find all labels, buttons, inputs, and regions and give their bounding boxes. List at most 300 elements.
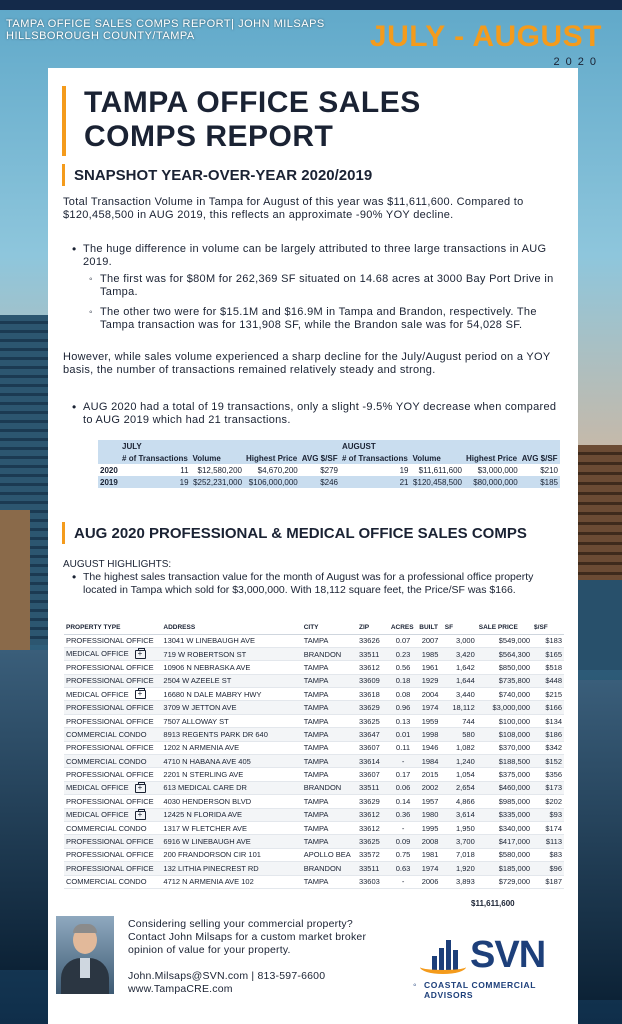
cell-text: 3,614 — [456, 810, 475, 820]
footer — [48, 908, 578, 1024]
cell-city — [302, 768, 357, 781]
cell-built — [417, 835, 443, 848]
cell-address — [161, 848, 301, 861]
cell: 19 — [120, 476, 191, 488]
cell-text: 12425 N FLORIDA AVE — [163, 810, 243, 820]
cell-sale-price — [477, 795, 532, 808]
table-row — [64, 674, 564, 687]
cell-city — [302, 808, 357, 821]
cell-text: 33511 — [358, 649, 380, 659]
highlights-label: AUGUST HIGHLIGHTS: — [63, 559, 172, 570]
cell-text: $186 — [545, 729, 562, 739]
cell-text: $985,000 — [498, 796, 531, 806]
cell-price-psf — [532, 728, 564, 741]
broker-photo — [56, 916, 114, 994]
cell-text: 33612 — [358, 810, 380, 820]
cell-text: TAMPA — [303, 877, 329, 887]
cell-text: 1317 W FLETCHER AVE — [163, 823, 248, 833]
cell-zip — [357, 808, 389, 821]
cell: $185 — [520, 476, 560, 488]
cell-city — [302, 821, 357, 834]
cell-text: 0.06 — [395, 783, 411, 793]
cell-text: MEDICAL OFFICE — [66, 810, 129, 820]
cell-text: 2201 N STERLING AVE — [163, 770, 244, 780]
cell-sf — [443, 728, 477, 741]
cell-text: PROFESSIONAL OFFICE — [66, 770, 154, 780]
cell-price-psf — [532, 848, 564, 861]
cell: $252,231,000 — [191, 476, 244, 488]
cell-sf — [443, 647, 477, 660]
table-row — [64, 688, 564, 701]
report-card — [48, 68, 578, 908]
cell-zip — [357, 835, 389, 848]
cell-city — [302, 835, 357, 848]
page-title — [84, 86, 421, 154]
cell-text: 0.01 — [395, 729, 411, 739]
cell-text: 33609 — [358, 676, 380, 686]
cell: 11 — [120, 464, 191, 476]
cell-text: 0.96 — [395, 703, 411, 713]
cell-built — [417, 755, 443, 768]
col-transactions: # of Transactions — [340, 452, 411, 464]
cell-text: COMMERCIAL CONDO — [66, 823, 147, 833]
cell-text: 1929 — [421, 676, 439, 686]
cell-sale-price — [477, 647, 532, 660]
cta-line-2: Contact John Milsaps for a custom market broker — [128, 931, 367, 943]
cell-text: PROFESSIONAL OFFICE — [66, 703, 154, 713]
cell-text: $152 — [545, 756, 562, 766]
cta-line-3: opinion of value for your property. — [128, 944, 291, 956]
row-year: 2020 — [98, 464, 120, 476]
cell-property-type — [64, 848, 161, 861]
cell-sf — [443, 714, 477, 727]
cell-text: 0.07 — [395, 636, 411, 646]
cell-acres — [389, 862, 417, 875]
cell-address — [161, 768, 301, 781]
cell-address — [161, 821, 301, 834]
cell-text: TAMPA — [303, 796, 329, 806]
cell-text: PROFESSIONAL OFFICE — [66, 716, 154, 726]
cell: $4,670,200 — [244, 464, 300, 476]
cell-price-psf — [532, 821, 564, 834]
cell-zip — [357, 634, 389, 647]
sales-comps-table — [64, 621, 564, 889]
cell-built — [417, 781, 443, 794]
yoy-comparison-table — [98, 440, 560, 488]
cell-text: $460,000 — [498, 783, 531, 793]
cell-property-type — [64, 647, 161, 660]
snapshot-intro: Total Transaction Volume in Tampa for August of this year was $11,611,600. Compared to $120,458,500 in AUG 2019, this reflects an approximate -90% YOY decline. — [63, 196, 524, 221]
cell-property-type — [64, 835, 161, 848]
cell-zip — [357, 875, 389, 888]
col-avg-psf: AVG $/SF — [520, 452, 560, 464]
cell-text: TAMPA — [303, 823, 329, 833]
snapshot-accent-bar — [62, 164, 65, 186]
cell-price-psf — [532, 647, 564, 660]
cell-property-type — [64, 661, 161, 674]
cell-text: 1985 — [421, 649, 439, 659]
cell-text: TAMPA — [303, 756, 329, 766]
cell-text: 33618 — [358, 689, 380, 699]
cell-city — [302, 781, 357, 794]
cell-sf — [443, 701, 477, 714]
cell-text: TAMPA — [303, 662, 329, 672]
table-row — [64, 661, 564, 674]
cell-text: 0.13 — [395, 716, 411, 726]
cell-sale-price — [477, 781, 532, 794]
cell-text: 33511 — [358, 863, 380, 873]
comps-heading-text: AUG 2020 PROFESSIONAL & MEDICAL OFFICE SALES COMPS — [74, 525, 527, 542]
cell-text: PROFESSIONAL OFFICE — [66, 837, 154, 847]
cell-address — [161, 688, 301, 701]
cell-acres — [389, 875, 417, 888]
cell-text: 33647 — [358, 729, 380, 739]
cell-city — [302, 634, 357, 647]
cell-acres — [389, 848, 417, 861]
cell-price-psf — [532, 634, 564, 647]
cell-zip — [357, 768, 389, 781]
cell-text: 1,950 — [456, 823, 475, 833]
cell-text: $564,300 — [498, 649, 531, 659]
svn-logo — [420, 930, 570, 1000]
cell-sale-price — [477, 875, 532, 888]
cell: $246 — [300, 476, 340, 488]
cell-sale-price — [477, 688, 532, 701]
cell-text: $417,000 — [498, 837, 531, 847]
cell-text: 0.17 — [395, 770, 411, 780]
cell-text: 0.18 — [395, 676, 411, 686]
cell-text: $342 — [545, 743, 562, 753]
cell-text: $735,800 — [498, 676, 531, 686]
cell-address — [161, 714, 301, 727]
building-right — [578, 445, 622, 585]
table-row — [64, 647, 564, 660]
cell-text: 0.14 — [395, 796, 411, 806]
cell-text: - — [401, 823, 405, 833]
website-link[interactable]: www.TampaCRE.com — [128, 983, 233, 995]
col-sale-price: SALE PRICE — [477, 621, 532, 634]
cell-city — [302, 701, 357, 714]
cell-text: TAMPA — [303, 689, 329, 699]
cell-text: $215 — [545, 689, 562, 699]
cell-address — [161, 781, 301, 794]
cell-text: PROFESSIONAL OFFICE — [66, 676, 154, 686]
cell-acres — [389, 741, 417, 754]
cell-sf — [443, 821, 477, 834]
cell-text: 4712 N ARMENIA AVE 102 — [163, 877, 254, 887]
col-acres: ACRES — [389, 621, 417, 634]
building-left-low — [0, 510, 30, 650]
cell-sf — [443, 755, 477, 768]
year-label: 2020 — [553, 56, 602, 68]
cell-zip — [357, 741, 389, 754]
cell-property-type — [64, 875, 161, 888]
cell-property-type — [64, 741, 161, 754]
snapshot-sub-bullet-1: ◦ The first was for $80M for 262,369 SF situated on 14.68 acres at 3000 Bay Port Drive in Tampa. — [100, 273, 555, 299]
period-label: JULY - AUGUST — [369, 20, 602, 53]
comparison-header-row — [98, 452, 560, 464]
cell-zip — [357, 674, 389, 687]
cell-text: 3,420 — [456, 649, 475, 659]
cell-sf — [443, 835, 477, 848]
cell-text: TAMPA — [303, 729, 329, 739]
cta-text — [128, 918, 366, 957]
cell-sale-price — [477, 741, 532, 754]
col-built: BUILT — [417, 621, 443, 634]
cell: $12,580,200 — [191, 464, 244, 476]
cell-acres — [389, 634, 417, 647]
cell-text: $173 — [545, 783, 562, 793]
cell-price-psf — [532, 835, 564, 848]
cell-text: 13041 W LINEBAUGH AVE — [163, 636, 255, 646]
cell-zip — [357, 848, 389, 861]
top-bar — [0, 0, 622, 10]
table-row — [64, 862, 564, 875]
cell-text: 0.63 — [395, 863, 411, 873]
table-row — [64, 808, 564, 821]
cell-text: $113 — [545, 837, 562, 847]
photo-shirt — [80, 958, 90, 978]
cell-text: $187 — [545, 877, 562, 887]
cell-text: $134 — [545, 716, 562, 726]
cell-text: 8913 REGENTS PARK DR 640 — [163, 729, 268, 739]
cell-text: TAMPA — [303, 810, 329, 820]
cell-address — [161, 741, 301, 754]
cell-text: 0.75 — [395, 850, 411, 860]
cell-text: $340,000 — [498, 823, 531, 833]
cell-text: PROFESSIONAL OFFICE — [66, 863, 154, 873]
cell-address — [161, 728, 301, 741]
cell-text: COMMERCIAL CONDO — [66, 877, 147, 887]
cell-price-psf — [532, 741, 564, 754]
cell-property-type — [64, 701, 161, 714]
cell-text: 4710 N HABANA AVE 405 — [163, 756, 251, 766]
title-line-2: COMPS REPORT — [84, 120, 334, 153]
table-row — [64, 634, 564, 647]
water-right — [578, 680, 622, 1000]
cell-text: 3709 W JETTON AVE — [163, 703, 237, 713]
col-sf: SF — [443, 621, 477, 634]
cell-acres — [389, 821, 417, 834]
cell-sf — [443, 781, 477, 794]
cell-address — [161, 634, 301, 647]
table-row — [64, 875, 564, 888]
total-volume: $11,611,600 — [471, 899, 515, 908]
cell-property-type — [64, 674, 161, 687]
cell-text: $580,000 — [498, 850, 531, 860]
col-volume: Volume — [191, 452, 244, 464]
col-address: ADDRESS — [161, 621, 301, 634]
col-property-type: PROPERTY TYPE — [64, 621, 161, 634]
cell: 19 — [340, 464, 411, 476]
report-line-1: TAMPA OFFICE SALES COMPS REPORT| JOHN MILSAPS — [6, 18, 325, 30]
photo-hair — [73, 924, 97, 933]
cell-acres — [389, 714, 417, 727]
cell-text: 1,082 — [456, 743, 475, 753]
cell-text: 3,893 — [456, 877, 475, 887]
cell-text: 132 LITHIA PINECREST RD — [163, 863, 259, 873]
cell-city — [302, 647, 357, 660]
table-row — [64, 848, 564, 861]
comps-body — [64, 634, 564, 888]
cell-text: MEDICAL OFFICE — [66, 649, 129, 659]
cell-text: 33612 — [358, 662, 380, 672]
cell-city — [302, 795, 357, 808]
snapshot-heading — [62, 164, 562, 186]
cell-address — [161, 701, 301, 714]
cell: $210 — [520, 464, 560, 476]
cell-text: 33572 — [358, 850, 380, 860]
cell-acres — [389, 647, 417, 660]
cell-acres — [389, 728, 417, 741]
cell-text: $370,000 — [498, 743, 531, 753]
logo-subtitle: ◦ COASTAL COMMERCIAL ADVISORS — [424, 980, 570, 1000]
cell-text: $375,000 — [498, 770, 531, 780]
cell-built — [417, 661, 443, 674]
cell-city — [302, 714, 357, 727]
cell: $80,000,000 — [464, 476, 520, 488]
cell-built — [417, 862, 443, 875]
cell-sf — [443, 768, 477, 781]
cell-text: TAMPA — [303, 743, 329, 753]
cell-text: 1,054 — [456, 770, 475, 780]
cell-city — [302, 661, 357, 674]
cell-sf — [443, 661, 477, 674]
cell-built — [417, 674, 443, 687]
medical-kit-icon — [135, 811, 146, 820]
cell-text: $108,000 — [498, 729, 531, 739]
cell-text: $174 — [545, 823, 562, 833]
cell-built — [417, 714, 443, 727]
cell-price-psf — [532, 795, 564, 808]
cell-zip — [357, 701, 389, 714]
cell-property-type — [64, 688, 161, 701]
cell-text: 1974 — [421, 703, 439, 713]
cell-text: BRANDON — [303, 649, 342, 659]
water-left — [0, 650, 48, 970]
cell-text: PROFESSIONAL OFFICE — [66, 796, 154, 806]
cell-built — [417, 634, 443, 647]
cell-text: 613 MEDICAL CARE DR — [163, 783, 247, 793]
cell-text: PROFESSIONAL OFFICE — [66, 743, 154, 753]
cell-built — [417, 795, 443, 808]
cell-text: 1984 — [421, 756, 439, 766]
cell-text: 33625 — [358, 716, 380, 726]
cell-address — [161, 808, 301, 821]
cell-text: APOLLO BEA — [303, 850, 351, 860]
cell-text: 2002 — [421, 783, 439, 793]
cell-text: 0.09 — [395, 837, 411, 847]
cell-sf — [443, 875, 477, 888]
table-row — [64, 701, 564, 714]
cell-text: $83 — [549, 850, 562, 860]
cell-city — [302, 728, 357, 741]
cell-sf — [443, 634, 477, 647]
cell-text: 3,700 — [456, 837, 475, 847]
cell-city — [302, 688, 357, 701]
cell-acres — [389, 795, 417, 808]
comparison-row-2019 — [98, 476, 560, 488]
cell-text: TAMPA — [303, 676, 329, 686]
cell-address — [161, 795, 301, 808]
snapshot-bullet-2: • AUG 2020 had a total of 19 transactions, only a slight -9.5% YOY decrease when compared to AUG 2019 which had 21 transactions. — [83, 401, 558, 427]
cell-text: 1946 — [421, 743, 439, 753]
cell-text: 7,018 — [456, 850, 475, 860]
cell-property-type — [64, 714, 161, 727]
col-price-psf: $/SF — [532, 621, 564, 634]
report-heading — [6, 18, 325, 42]
cell-text: 744 — [462, 716, 475, 726]
cell-zip — [357, 755, 389, 768]
cell-property-type — [64, 795, 161, 808]
cell-city — [302, 875, 357, 888]
cell-zip — [357, 821, 389, 834]
cell-property-type — [64, 755, 161, 768]
cell-property-type — [64, 808, 161, 821]
cell-price-psf — [532, 875, 564, 888]
title-line-1: TAMPA OFFICE SALES — [84, 86, 421, 119]
contact-line[interactable]: John.Milsaps@SVN.com | 813-597-6600 — [128, 970, 326, 982]
cell-text: 200 FRANDORSON CIR 101 — [163, 850, 261, 860]
cell-text: 580 — [462, 729, 475, 739]
cell-text: $183 — [545, 636, 562, 646]
cell-sf — [443, 808, 477, 821]
cell-zip — [357, 688, 389, 701]
cell-zip — [357, 728, 389, 741]
cell-text: 18,112 — [452, 703, 475, 713]
table-row — [64, 781, 564, 794]
table-row — [64, 795, 564, 808]
cell-sale-price — [477, 714, 532, 727]
cell-text: PROFESSIONAL OFFICE — [66, 662, 154, 672]
cell-text: $356 — [545, 770, 562, 780]
cell-price-psf — [532, 714, 564, 727]
cell-property-type — [64, 728, 161, 741]
cell-text: $93 — [549, 810, 562, 820]
cell: $120,458,500 — [411, 476, 464, 488]
cell-text: 33625 — [358, 837, 380, 847]
table-row — [64, 714, 564, 727]
cell-text: 1961 — [421, 662, 439, 672]
cell-sale-price — [477, 862, 532, 875]
cell-text: MEDICAL OFFICE — [66, 783, 129, 793]
cell-zip — [357, 714, 389, 727]
snapshot-bullet-1: • The huge difference in volume can be largely attributed to three large transactions in AUG 2019. — [83, 243, 553, 269]
snapshot-sub-bullet-2: ◦ The other two were for $15.1M and $16.9M in Tampa and Brandon, respectively. The Tampa transaction was for 131,908 SF, while the Brandon sale was for 54,028 SF. — [100, 306, 555, 332]
cell-price-psf — [532, 862, 564, 875]
cell-text: 7507 ALLOWAY ST — [163, 716, 229, 726]
cell-price-psf — [532, 768, 564, 781]
cell-text: 0.56 — [395, 662, 411, 672]
cell-address — [161, 755, 301, 768]
cell-built — [417, 875, 443, 888]
cell-built — [417, 808, 443, 821]
cell-text: 33629 — [358, 796, 380, 806]
cell-sf — [443, 674, 477, 687]
cell-built — [417, 848, 443, 861]
title-block — [62, 86, 562, 156]
cell-text: 33607 — [358, 743, 380, 753]
comps-header-row — [64, 621, 564, 634]
cell-text: 1202 N ARMENIA AVE — [163, 743, 240, 753]
cell-text: BRANDON — [303, 863, 342, 873]
cell-text: 2006 — [421, 877, 439, 887]
cell-acres — [389, 701, 417, 714]
cell-text: 16680 N DALE MABRY HWY — [163, 689, 262, 699]
cell-text: $188,500 — [498, 756, 531, 766]
cell-sale-price — [477, 835, 532, 848]
cell-text: - — [401, 877, 405, 887]
